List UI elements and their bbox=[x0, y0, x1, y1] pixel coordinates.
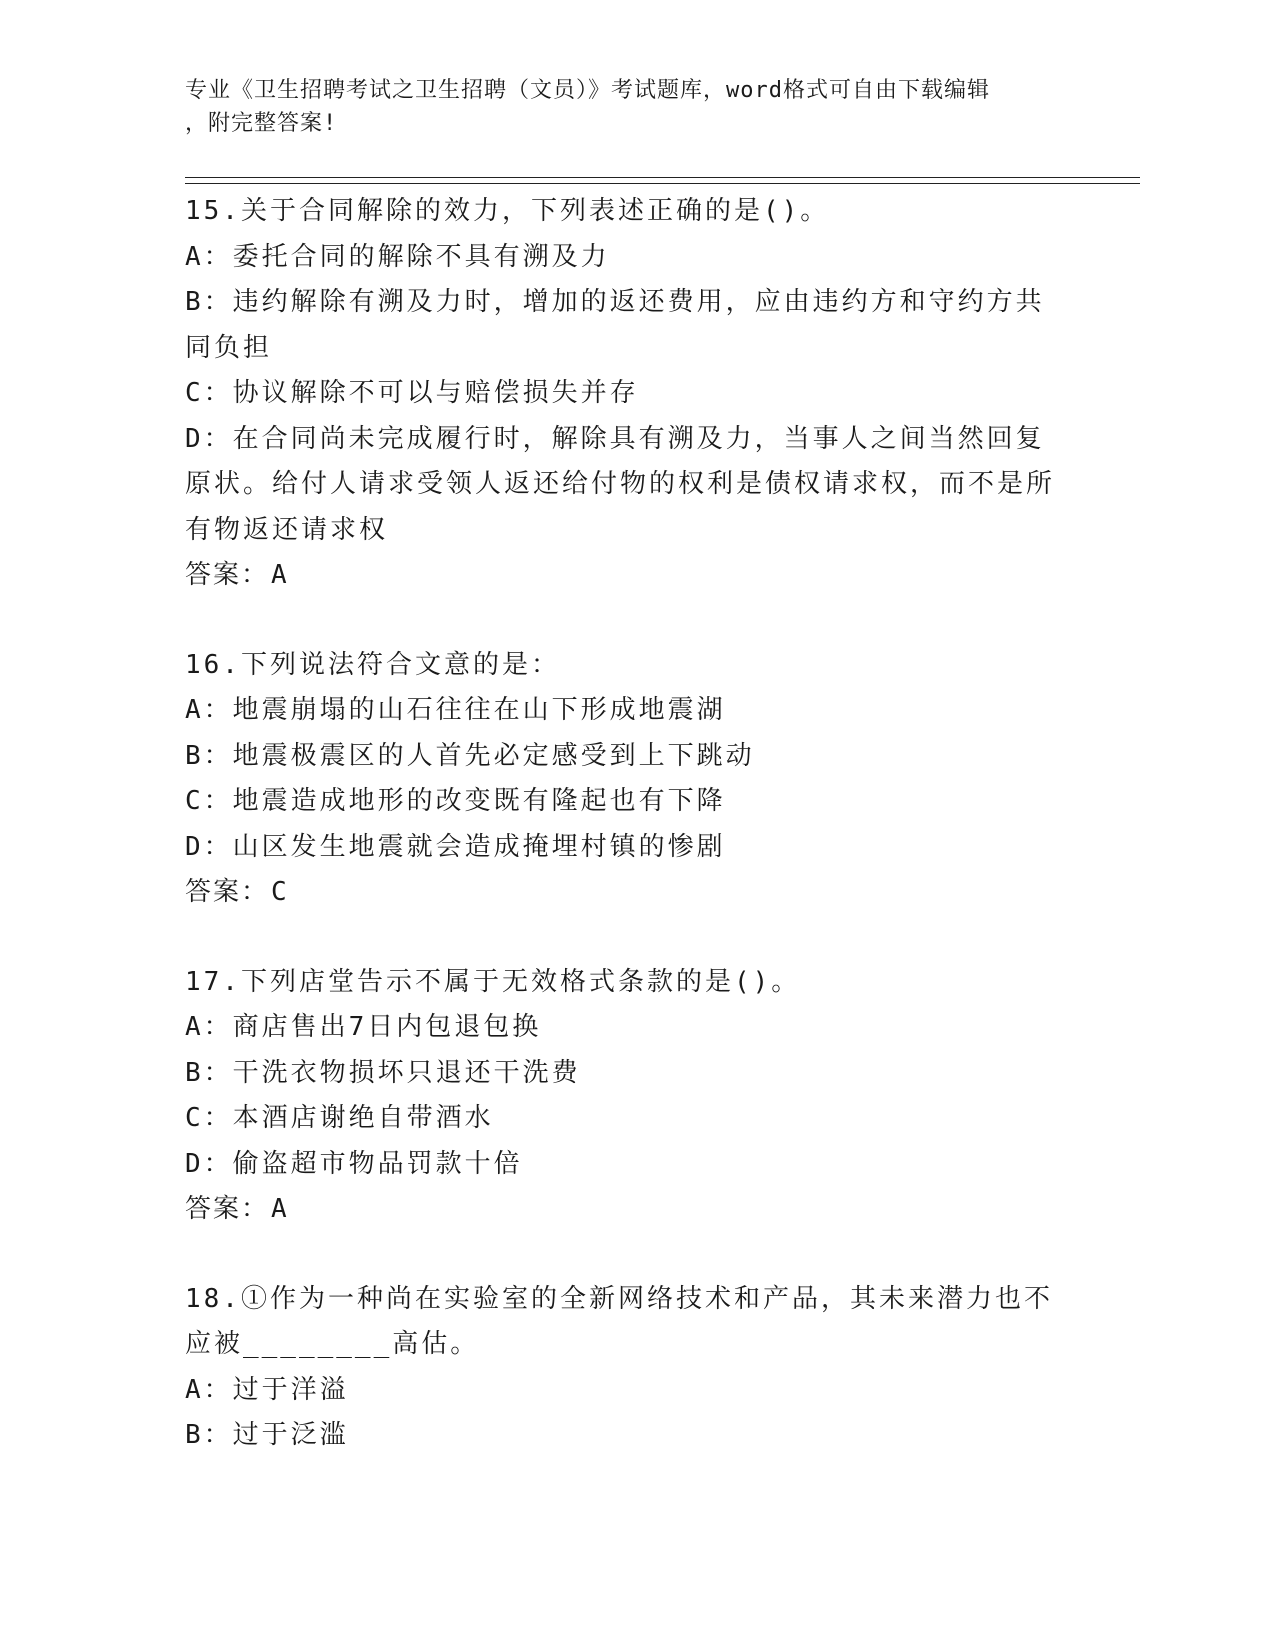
header-divider-bottom bbox=[185, 183, 1140, 184]
option-b: B：地震极震区的人首先必定感受到上下跳动 bbox=[185, 740, 755, 771]
header-line-2: ，附完整答案! bbox=[185, 111, 338, 136]
option-a: A：地震崩塌的山石往往在山下形成地震湖 bbox=[185, 695, 726, 725]
header-line-1: 专业《卫生招聘考试之卫生招聘（文员）》考试题库，word格式可自由下载编辑 bbox=[185, 78, 990, 103]
option-d: D：山区发生地震就会造成掩埋村镇的惨剧 bbox=[185, 831, 726, 862]
header-divider-top bbox=[185, 177, 1140, 178]
answer-value: A bbox=[271, 560, 289, 590]
option-b: B：干洗衣物损坏只退还干洗费 bbox=[185, 1057, 581, 1088]
question-18 bbox=[185, 1277, 1065, 1459]
question-15 bbox=[185, 189, 1065, 599]
question-17 bbox=[185, 960, 1065, 1233]
question-list bbox=[185, 189, 1065, 1503]
option-d: D：在合同尚未完成履行时，解除具有溯及力，当事人之间当然回复原状。给付人请求受领人返还给付物的权利是债权请求权，而不是所有物返还请求权 bbox=[185, 423, 1056, 545]
option-b: B：违约解除有溯及力时，增加的返还费用，应由违约方和守约方共同负担 bbox=[185, 287, 1045, 363]
answer-value: C bbox=[271, 877, 289, 907]
answer-label: 答案： bbox=[185, 560, 270, 590]
option-c: C：本酒店谢绝自带酒水 bbox=[185, 1103, 494, 1133]
option-b: B：过于泛滥 bbox=[185, 1420, 349, 1450]
option-a: A：委托合同的解除不具有溯及力 bbox=[185, 241, 610, 272]
answer-line bbox=[185, 553, 1065, 599]
question-stem: 16.下列说法符合文意的是： bbox=[185, 649, 560, 680]
option-a: A：过于洋溢 bbox=[185, 1374, 349, 1405]
answer-line bbox=[185, 1187, 1065, 1233]
question-16 bbox=[185, 643, 1065, 916]
option-d: D：偷盗超市物品罚款十倍 bbox=[185, 1148, 523, 1179]
option-c: C：地震造成地形的改变既有隆起也有下降 bbox=[185, 786, 726, 816]
answer-line bbox=[185, 870, 1065, 916]
document-header bbox=[185, 74, 1065, 140]
option-c: C：协议解除不可以与赔偿损失并存 bbox=[185, 378, 639, 408]
answer-value: A bbox=[271, 1194, 289, 1224]
option-a: A：商店售出7日内包退包换 bbox=[185, 1012, 542, 1042]
question-stem: 17.下列店堂告示不属于无效格式条款的是()。 bbox=[185, 966, 801, 997]
question-stem: 18.①作为一种尚在实验室的全新网络技术和产品，其未来潜力也不应被________高估。 bbox=[185, 1283, 1053, 1359]
answer-label: 答案： bbox=[185, 1194, 270, 1224]
answer-label: 答案： bbox=[185, 877, 270, 907]
question-stem: 15.关于合同解除的效力，下列表述正确的是()。 bbox=[185, 196, 830, 226]
